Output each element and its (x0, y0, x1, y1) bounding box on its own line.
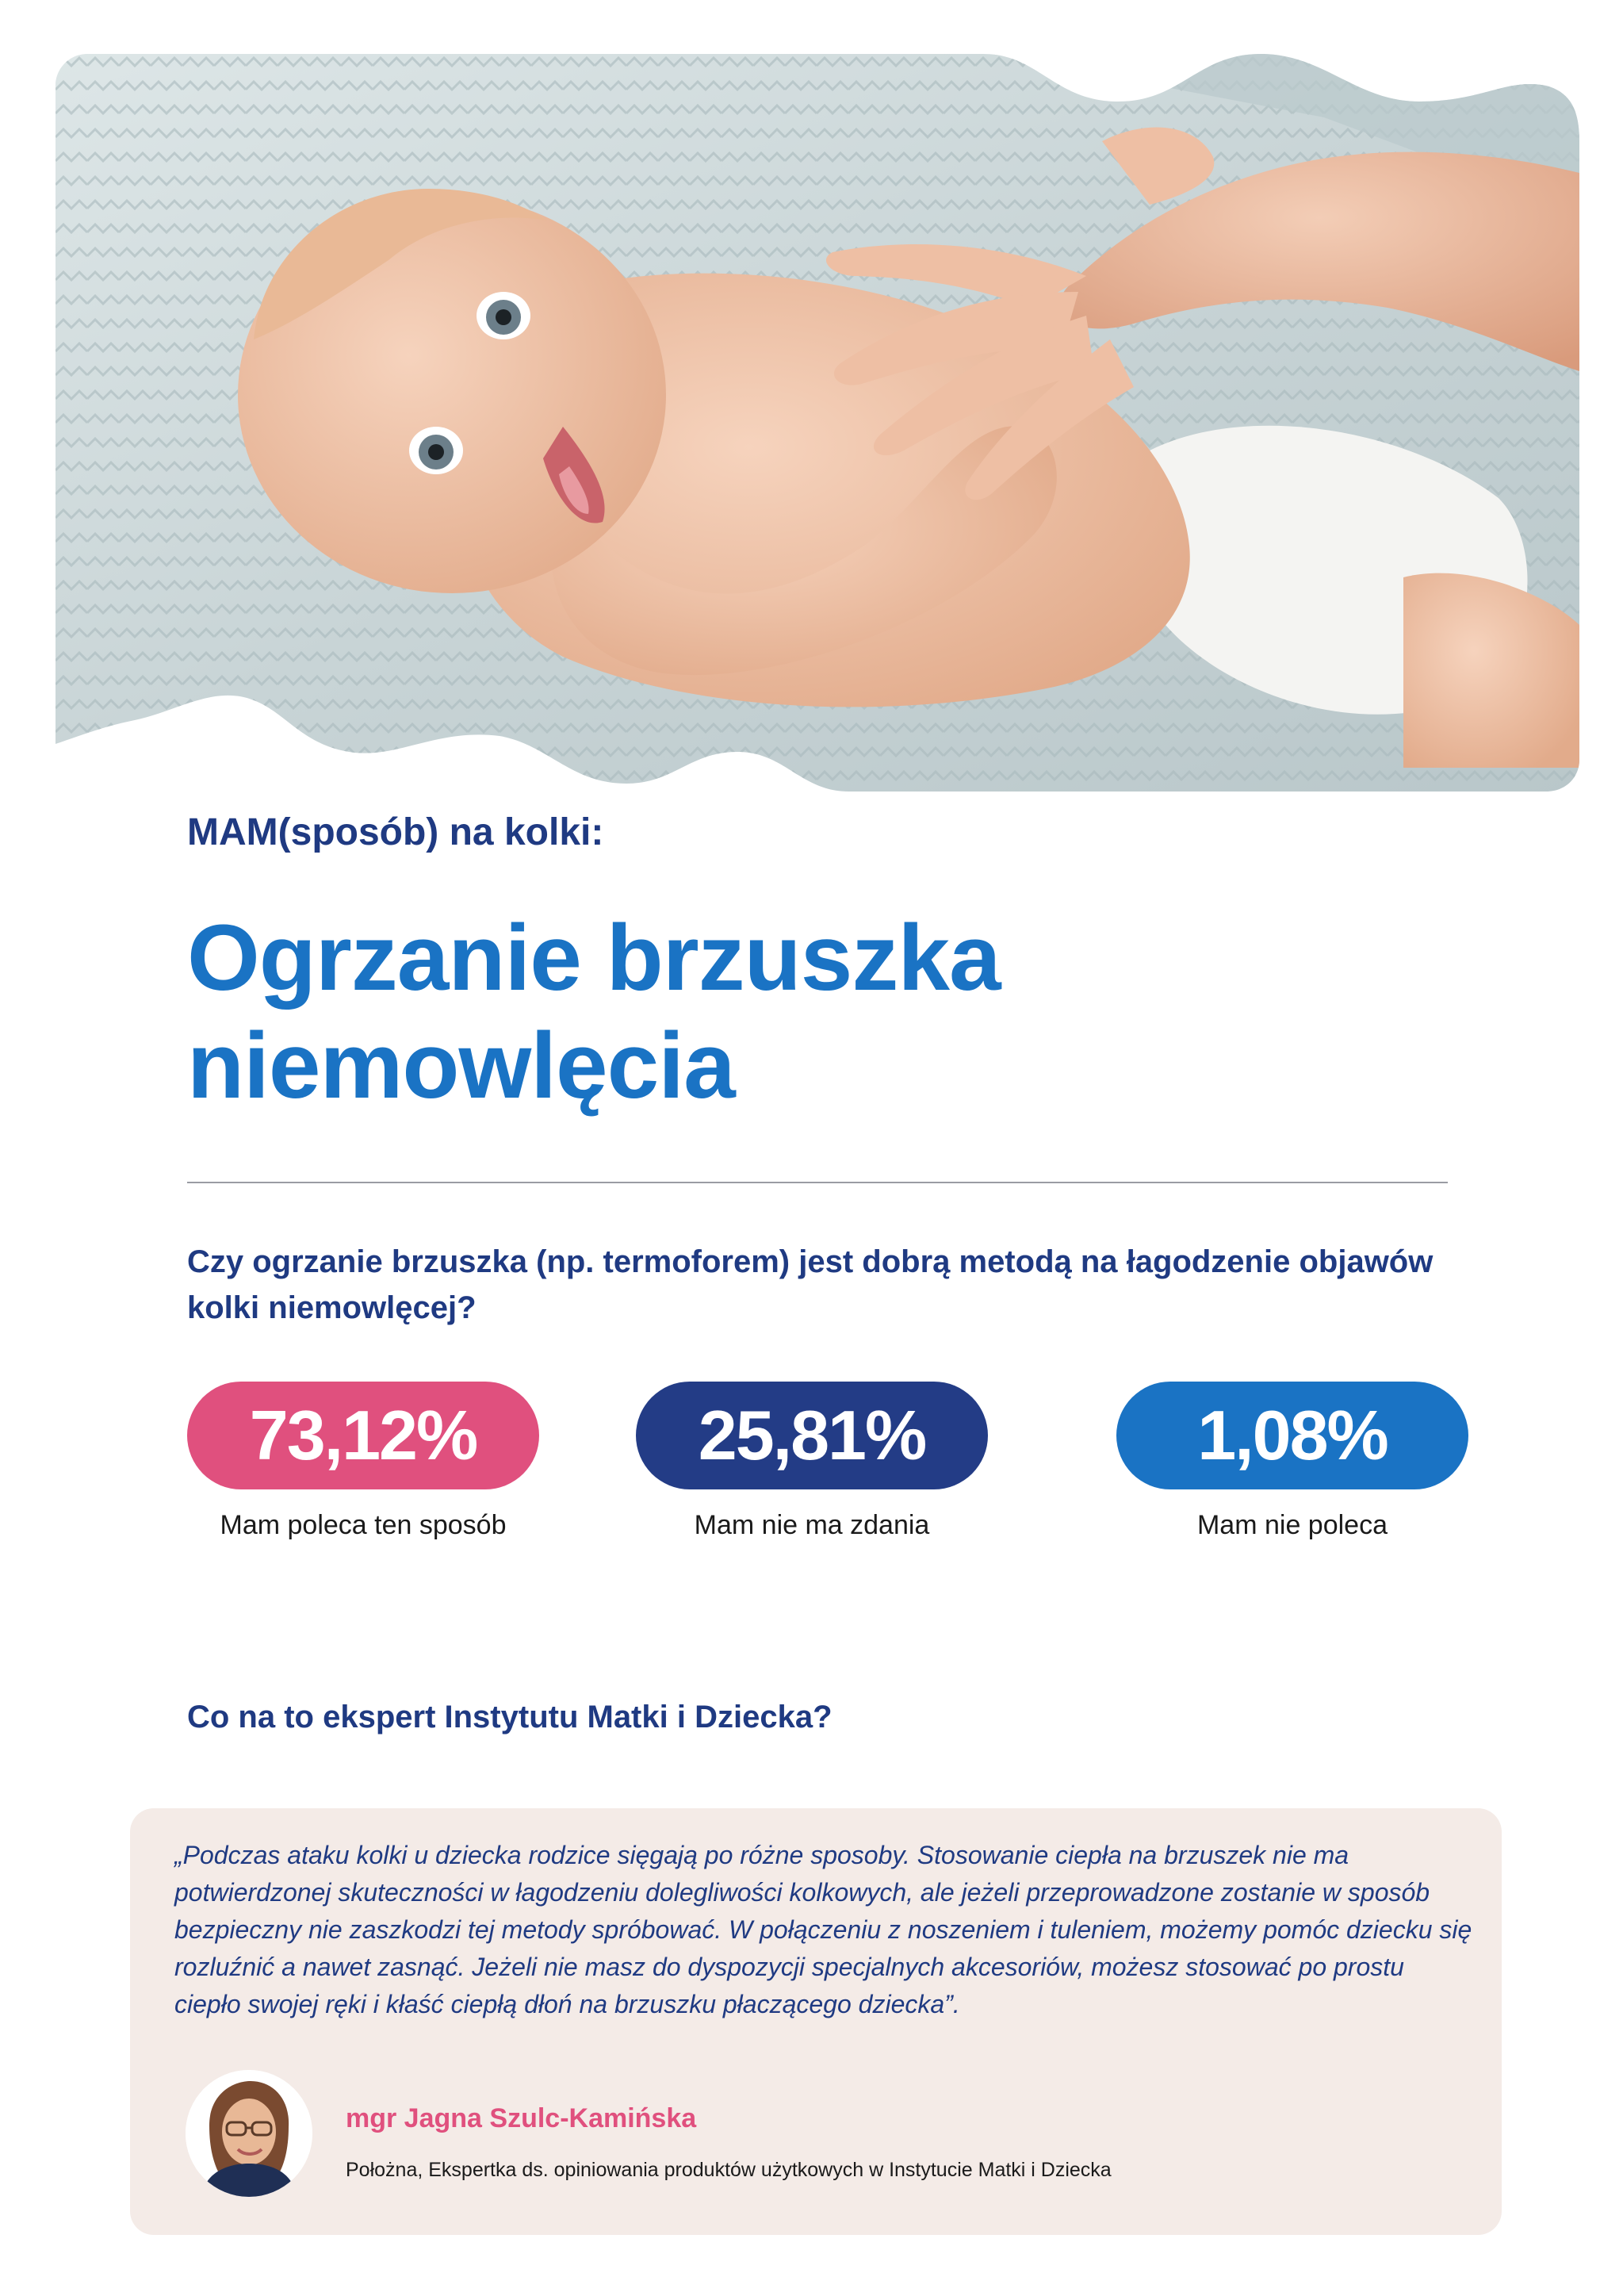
page-title: Ogrzanie brzuszka niemowlęcia (187, 906, 1001, 1118)
survey-question: Czy ogrzanie brzuszka (np. termoforem) jest dobrą metodą na łagodzenie objawów kolki niemowlęcej? (187, 1244, 1434, 1325)
stat-value-pill: 25,81% (636, 1382, 988, 1489)
series-kicker: MAM(sposób) na kolki: (187, 811, 604, 853)
divider (187, 1182, 1448, 1183)
stat-label: Mam nie poleca (1196, 1510, 1388, 1540)
stat-recommend (187, 1382, 539, 1541)
stat-value-pill: 1,08% (1116, 1382, 1468, 1489)
expert-name: mgr Jagna Szulc-Kamińska (346, 2103, 697, 2133)
expert-portrait (186, 2070, 312, 2197)
expert-role: Położna, Ekspertka ds. opiniowania produktów użytkowych w Instytucie Matki i Dziecka (346, 2159, 1112, 2181)
expert-section-heading: Co na to ekspert Instytutu Matki i Dziecka? (187, 1700, 833, 1734)
stat-value-pill: 73,12% (187, 1382, 539, 1489)
stat-label: Mam nie ma zdania (694, 1510, 930, 1540)
hero-photo (56, 54, 1579, 792)
stat-no-opinion (636, 1382, 988, 1541)
expert-quote: „Podczas ataku kolki u dziecka rodzice sięgają po różne sposoby. Stosowanie ciepła na brzuszek nie ma potwierdzonej skuteczności w łagodzeniu dolegliwości kolkowych, ale jeżeli przeprowadzone zostanie w sposób bezpieczny nie zaszkodzi tej metody spróbować. W połączeniu z noszeniem i tuleniem, możemy pomóc dziecku się rozluźnić a nawet zasnąć. Jeżeli nie masz do dyspozycji specjalnych akcesoriów, możesz stosować po prostu ciepło swojej ręki i kłaść ciepłą dłoń na brzuszku płaczącego dziecka”. (174, 1841, 1472, 2018)
expert-quote-box (130, 1808, 1502, 2235)
avatar (186, 2070, 312, 2197)
baby-photo-illustration (56, 54, 1579, 792)
stat-not-recommend (1116, 1382, 1468, 1541)
stat-label: Mam poleca ten sposób (220, 1510, 507, 1540)
